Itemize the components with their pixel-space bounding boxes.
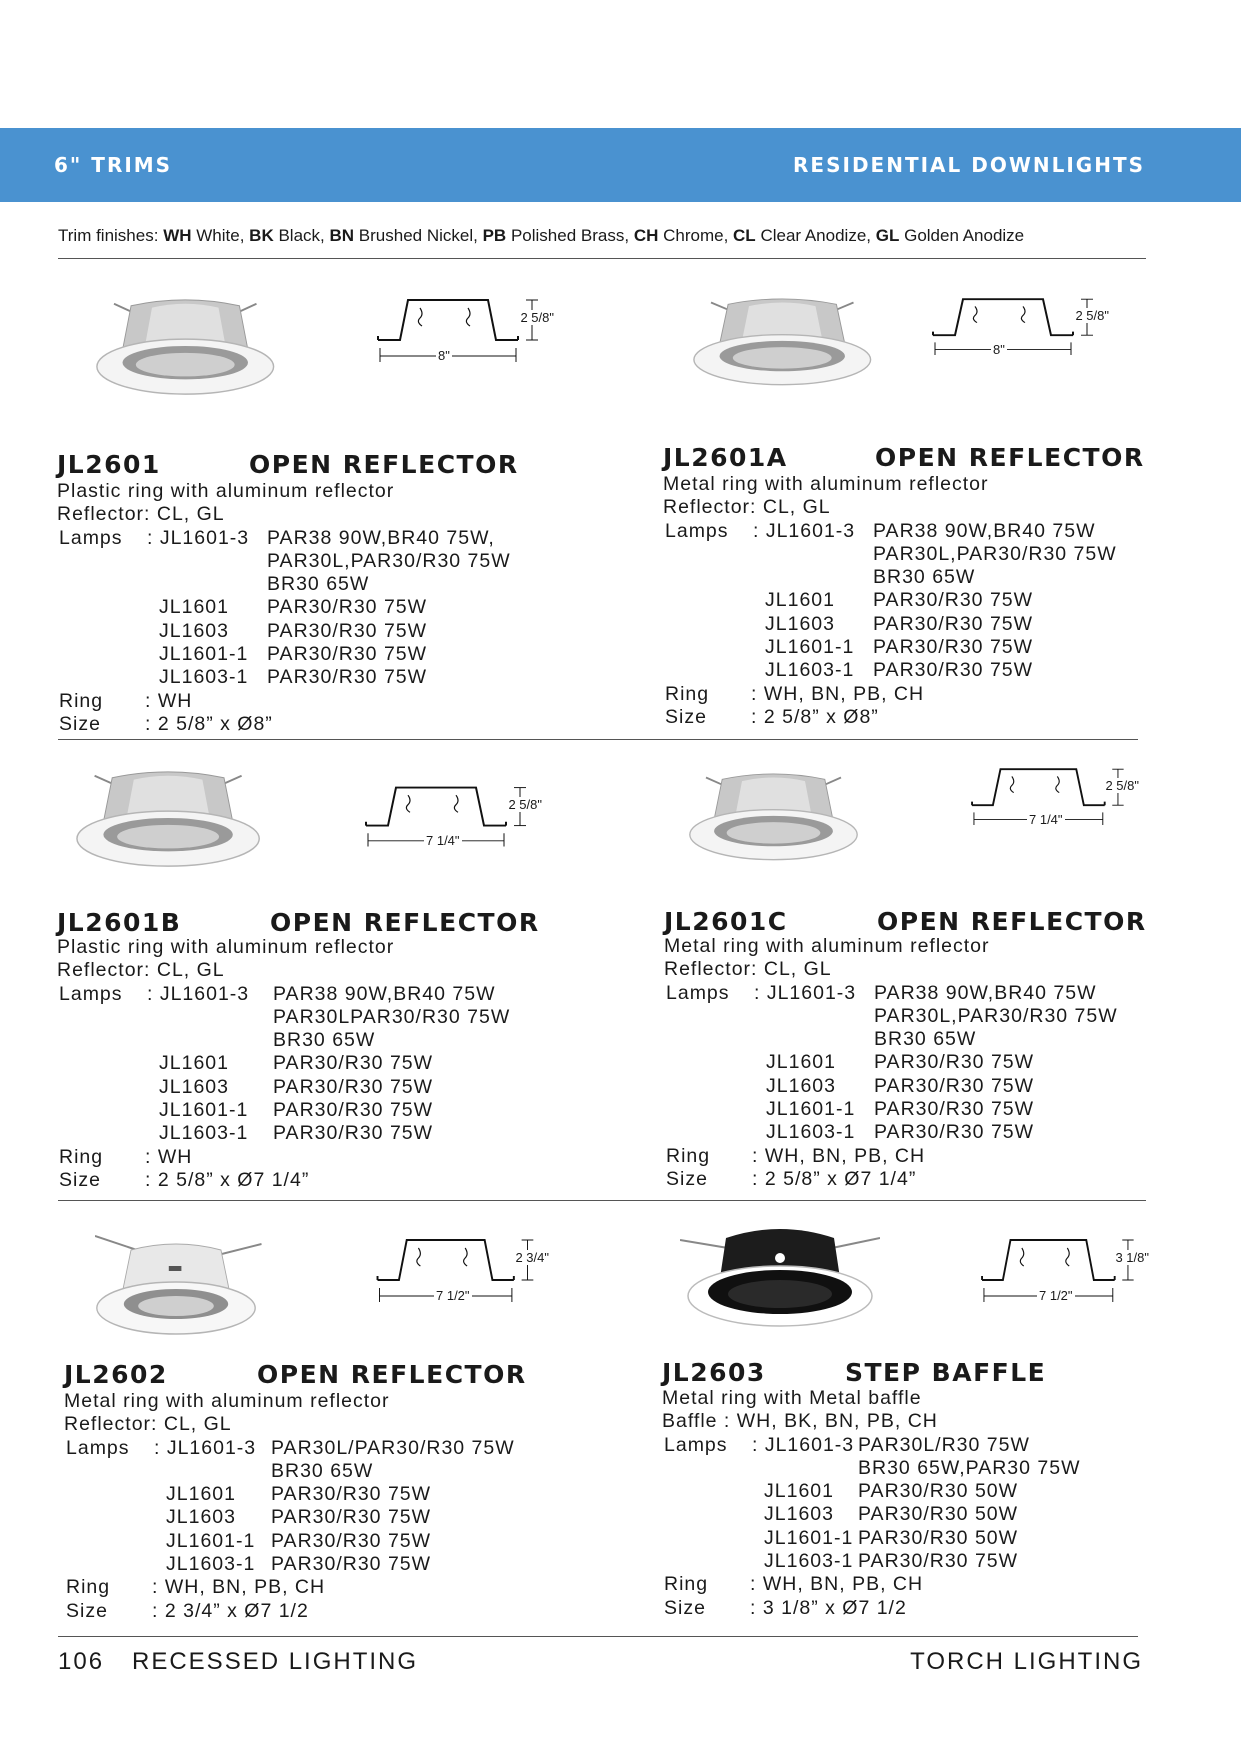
dimension-drawing [965, 1232, 1149, 1332]
reflector-spec: Reflector: CL, GL [57, 959, 225, 982]
dim-width: 8" [993, 342, 1005, 358]
dim-width: 7 1/2" [1039, 1288, 1073, 1303]
lamp-model: JL1603 [159, 619, 229, 642]
trim-photo [75, 762, 271, 877]
lamp-spec: PAR30L,PAR30/R30 75W [874, 1004, 1118, 1027]
lamp-spec: PAR30/R30 75W [873, 589, 1034, 612]
dim-height: 2 5/8" [520, 310, 554, 325]
size-label: Size [59, 712, 101, 735]
ring-label: Ring [664, 1573, 709, 1596]
finish-name: Golden Anodize [904, 226, 1025, 245]
divider [58, 1636, 1138, 1637]
lamp-spec: PAR30/R30 75W [271, 1529, 432, 1552]
dimension-drawing-icon [360, 1232, 545, 1332]
dim-width: 7 1/4" [1029, 812, 1063, 828]
product-type: OPEN REFLECTOR [875, 443, 1145, 472]
size-value: : 2 5/8” x Ø8” [751, 705, 879, 728]
trim-photo [688, 765, 868, 870]
model-number: JL2601C [664, 907, 788, 936]
lamp-model: JL1601-1 [764, 1526, 854, 1549]
lamp-spec: BR30 65W [873, 566, 976, 589]
lamp-spec: PAR30/R30 75W [873, 612, 1034, 635]
reflector-spec: Reflector: CL, GL [664, 958, 832, 981]
trim-finishes [58, 226, 1024, 246]
ring-value: : WH, BN, PB, CH [750, 1573, 924, 1596]
header-banner [0, 128, 1241, 202]
dimension-drawing [955, 762, 1139, 852]
dim-height: 2 3/4" [515, 1250, 549, 1265]
lamp-model: : JL1601-3 [753, 519, 856, 542]
footer-brand: TORCH LIGHTING [910, 1648, 1143, 1675]
dim-height: 3 1/8" [1115, 1250, 1149, 1265]
dimension-drawing-icon [915, 292, 1105, 382]
lamp-spec: PAR30/R30 75W [874, 1051, 1035, 1074]
lamp-spec: PAR30/R30 75W [273, 1075, 434, 1098]
model-number: JL2601 [57, 450, 161, 479]
lamp-spec: PAR30L,PAR30/R30 75W [873, 542, 1117, 565]
product-type: STEP BAFFLE [845, 1358, 1047, 1387]
dim-height: 2 5/8" [1105, 778, 1139, 794]
lamp-spec: PAR30/R30 75W [271, 1553, 432, 1576]
lamp-model: JL1603-1 [159, 666, 249, 689]
product-description: Metal ring with aluminum reflector [664, 935, 990, 957]
lamp-spec: PAR30/R30 75W [273, 1122, 434, 1145]
model-number: JL2602 [64, 1360, 168, 1389]
lamp-spec: PAR30L,PAR30/R30 75W [267, 549, 511, 572]
reflector-spec: Baffle : WH, BK, BN, PB, CH [662, 1410, 938, 1433]
lamp-spec: PAR30/R30 75W [267, 643, 428, 666]
lamp-model: : JL1601-3 [154, 1436, 257, 1459]
lamp-spec: PAR30/R30 75W [273, 1052, 434, 1075]
lamp-spec: PAR38 90W,BR40 75W, [267, 526, 495, 549]
section-title: 6" TRIMS [54, 153, 173, 177]
product-description: Metal ring with aluminum reflector [64, 1390, 390, 1412]
finish-code: CH [633, 226, 659, 245]
lamp-spec: PAR30/R30 75W [271, 1506, 432, 1529]
trim-photo [95, 290, 285, 405]
ring-value: : WH [145, 689, 193, 712]
lamp-spec: PAR38 90W,BR40 75W [874, 981, 1097, 1004]
product-type: OPEN REFLECTOR [877, 907, 1147, 936]
dimension-drawing [348, 780, 542, 875]
lamp-model: JL1601 [765, 589, 835, 612]
finish-name: White, [196, 226, 245, 245]
lamp-label: Lamps [59, 982, 123, 1005]
lamp-model: JL1601-1 [159, 643, 249, 666]
lamp-model: : JL1601-3 [147, 982, 250, 1005]
size-label: Size [665, 705, 707, 728]
lamp-spec: PAR38 90W,BR40 75W [873, 519, 1096, 542]
trim-photo-icon [75, 762, 271, 872]
lamp-model: JL1603-1 [159, 1122, 249, 1145]
lamp-spec: PAR30/R30 50W [858, 1526, 1019, 1549]
lamp-spec: PAR38 90W,BR40 75W [273, 982, 496, 1005]
lamp-spec: PAR30/R30 75W [874, 1098, 1035, 1121]
ring-value: : WH, BN, PB, CH [152, 1576, 326, 1599]
lamp-model: JL1603-1 [764, 1550, 854, 1573]
ring-label: Ring [665, 682, 710, 705]
lamp-spec: PAR30L/R30 75W [858, 1433, 1030, 1456]
lamp-model: JL1601-1 [159, 1099, 249, 1122]
lamp-model: JL1603 [159, 1075, 229, 1098]
dim-width: 7 1/4" [426, 833, 460, 849]
lamp-spec: PAR30/R30 75W [874, 1121, 1035, 1144]
lamp-model: JL1601 [159, 596, 229, 619]
trim-photo-icon [688, 765, 868, 865]
finish-code: PB [482, 226, 507, 245]
page-number: 106 [58, 1648, 105, 1675]
product-description: Metal ring with Metal baffle [662, 1387, 922, 1409]
reflector-spec: Reflector: CL, GL [57, 503, 225, 526]
lamp-spec: PAR30LPAR30/R30 75W [273, 1005, 511, 1028]
category-title: RESIDENTIAL DOWNLIGHTS [793, 153, 1145, 177]
trim-photo-icon [692, 290, 882, 390]
lamp-model: JL1601 [764, 1480, 834, 1503]
finish-code: GL [875, 226, 900, 245]
ring-label: Ring [666, 1144, 711, 1167]
lamp-model: JL1603 [166, 1506, 236, 1529]
lamp-model: : JL1601-3 [752, 1433, 855, 1456]
trim-photo-icon [95, 290, 285, 400]
size-label: Size [66, 1599, 108, 1622]
dimension-drawing-icon [348, 780, 538, 875]
size-value: : 2 5/8” x Ø7 1/4” [752, 1167, 917, 1190]
dimension-drawing-icon [360, 292, 550, 392]
lamp-spec: PAR30/R30 75W [267, 619, 428, 642]
trim-photo [95, 1228, 275, 1345]
lamp-model: JL1603-1 [765, 659, 855, 682]
trim-photo-icon [680, 1218, 880, 1330]
finish-name: Brushed Nickel, [358, 226, 478, 245]
lamp-spec: PAR30/R30 75W [267, 596, 428, 619]
lamp-model: JL1601-1 [766, 1098, 856, 1121]
lamp-spec: PAR30/R30 75W [874, 1074, 1035, 1097]
lamp-label: Lamps [666, 981, 730, 1004]
size-value: : 2 5/8” x Ø8” [145, 712, 273, 735]
finish-code: CL [733, 226, 756, 245]
lamp-model: JL1603 [766, 1074, 836, 1097]
dim-width: 8" [438, 348, 450, 363]
size-value: : 3 1/8” x Ø7 1/2 [750, 1596, 907, 1619]
product-type: OPEN REFLECTOR [257, 1360, 527, 1389]
size-value: : 2 3/4” x Ø7 1/2 [152, 1599, 309, 1622]
ring-value: : WH [145, 1145, 193, 1168]
lamp-spec: PAR30/R30 75W [271, 1483, 432, 1506]
product-description: Metal ring with aluminum reflector [663, 473, 989, 495]
finish-name: Polished Brass, [510, 226, 630, 245]
ring-label: Ring [66, 1576, 111, 1599]
lamp-label: Lamps [664, 1433, 728, 1456]
finish-code: BK [249, 226, 274, 245]
lamp-spec: PAR30/R30 75W [873, 636, 1034, 659]
model-number: JL2603 [662, 1358, 766, 1387]
product-type: OPEN REFLECTOR [270, 908, 540, 937]
finish-code: WH [163, 226, 192, 245]
dimension-drawing-icon [965, 1232, 1145, 1332]
divider [58, 739, 1138, 740]
lamp-label: Lamps [59, 526, 123, 549]
lamp-spec: PAR30/R30 75W [873, 659, 1034, 682]
lamp-spec: BR30 65W [271, 1459, 374, 1482]
footer-section: RECESSED LIGHTING [132, 1648, 419, 1675]
lamp-spec: BR30 65W [874, 1028, 977, 1051]
product-description: Plastic ring with aluminum reflector [57, 936, 395, 958]
model-number: JL2601A [663, 443, 788, 472]
ring-value: : WH, BN, PB, CH [752, 1144, 926, 1167]
size-label: Size [666, 1167, 708, 1190]
ring-value: : WH, BN, PB, CH [751, 682, 925, 705]
trim-photo [692, 290, 882, 395]
divider [58, 258, 1146, 259]
lamp-model: JL1603 [765, 612, 835, 635]
product-type: OPEN REFLECTOR [249, 450, 519, 479]
size-value: : 2 5/8” x Ø7 1/4” [145, 1168, 310, 1191]
trim-photo-icon [95, 1228, 275, 1340]
lamp-spec: BR30 65W [273, 1029, 376, 1052]
trim-photo [680, 1218, 880, 1335]
lamp-label: Lamps [66, 1436, 130, 1459]
dimension-drawing [360, 292, 554, 392]
lamp-model: : JL1601-3 [147, 526, 250, 549]
finish-name: Black, [278, 226, 325, 245]
size-label: Size [59, 1168, 101, 1191]
finish-name: Chrome, [663, 226, 729, 245]
size-label: Size [664, 1596, 706, 1619]
lamp-label: Lamps [665, 519, 729, 542]
dimension-drawing [915, 292, 1109, 382]
dim-height: 2 5/8" [1075, 308, 1109, 324]
lamp-model: : JL1601-3 [754, 981, 857, 1004]
lamp-model: JL1603 [764, 1503, 834, 1526]
ring-label: Ring [59, 1145, 104, 1168]
dim-width: 7 1/2" [436, 1288, 470, 1303]
reflector-spec: Reflector: CL, GL [663, 496, 831, 519]
lamp-model: JL1603-1 [166, 1553, 256, 1576]
divider [58, 1200, 1146, 1201]
lamp-spec: PAR30/R30 75W [267, 666, 428, 689]
finish-code: BN [329, 226, 355, 245]
dimension-drawing-icon [955, 762, 1135, 852]
lamp-spec: PAR30L/PAR30/R30 75W [271, 1436, 515, 1459]
lamp-model: JL1601 [166, 1483, 236, 1506]
lamp-spec: PAR30/R30 50W [858, 1503, 1019, 1526]
lamp-model: JL1603-1 [766, 1121, 856, 1144]
lamp-spec: PAR30/R30 75W [858, 1550, 1019, 1573]
lamp-spec: PAR30/R30 75W [273, 1099, 434, 1122]
lamp-spec: PAR30/R30 50W [858, 1480, 1019, 1503]
finishes-label: Trim finishes: [58, 226, 159, 245]
lamp-spec: BR30 65W,PAR30 75W [858, 1456, 1081, 1479]
finish-name: Clear Anodize, [760, 226, 872, 245]
model-number: JL2601B [57, 908, 182, 937]
lamp-model: JL1601-1 [765, 636, 855, 659]
dimension-drawing [360, 1232, 549, 1332]
lamp-model: JL1601 [766, 1051, 836, 1074]
product-description: Plastic ring with aluminum reflector [57, 480, 395, 502]
ring-label: Ring [59, 689, 104, 712]
lamp-model: JL1601 [159, 1052, 229, 1075]
dim-height: 2 5/8" [508, 797, 542, 813]
reflector-spec: Reflector: CL, GL [64, 1413, 232, 1436]
lamp-model: JL1601-1 [166, 1529, 256, 1552]
lamp-spec: BR30 65W [267, 573, 370, 596]
